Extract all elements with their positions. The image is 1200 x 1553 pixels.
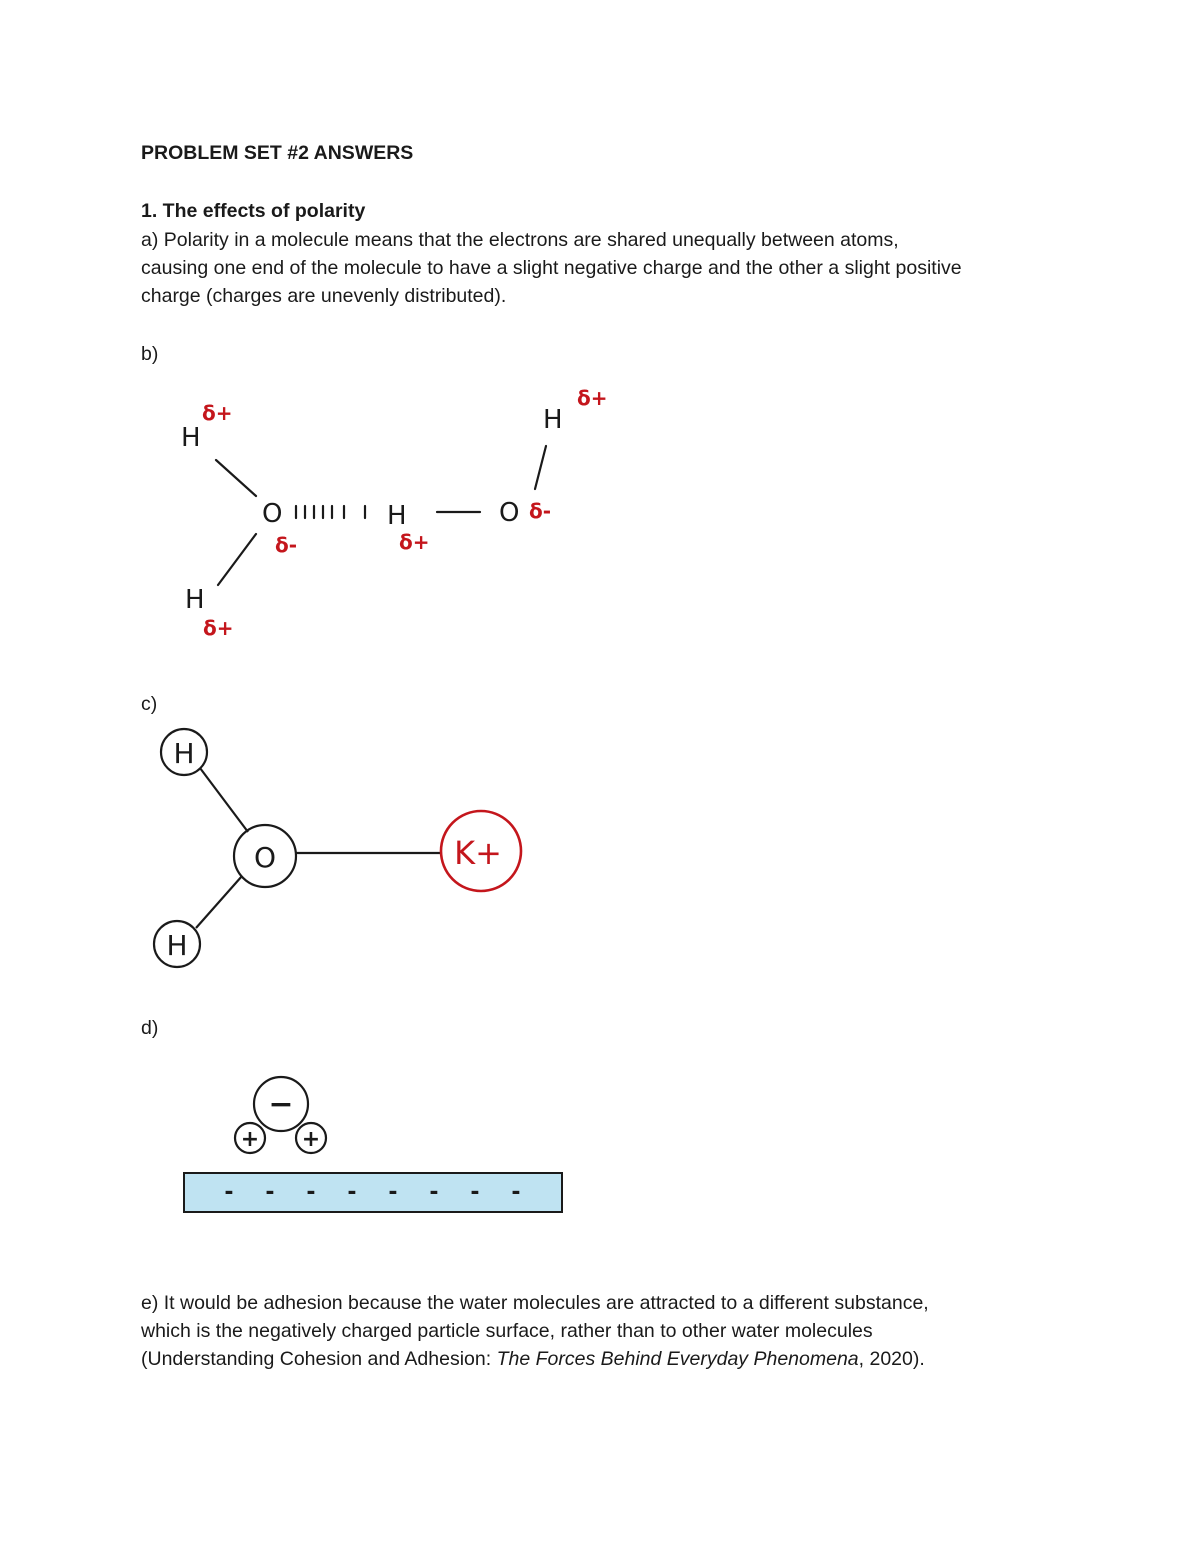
surface-charge: - (388, 1180, 398, 1205)
atom-h: H (181, 423, 201, 453)
answer-e-line-3 (141, 1345, 925, 1373)
answer-b-label: b) (141, 343, 159, 365)
surface-charge: - (511, 1180, 521, 1205)
positive-sign: + (301, 1127, 321, 1152)
answer-e-line-1: e) It would be adhesion because the water molecules are attracted to a different substance, (141, 1292, 929, 1314)
partial-positive-charge: δ+ (202, 401, 233, 425)
citation-prefix: (Understanding Cohesion and Adhesion: (141, 1348, 497, 1370)
surface-charge: - (224, 1180, 234, 1205)
atom-o: O (262, 499, 283, 529)
negative-sign: − (268, 1087, 294, 1122)
answer-a-line-2: causing one end of the molecule to have a slight negative charge and the other a slight positive (141, 257, 962, 279)
atom-h: H (166, 929, 188, 962)
surface-charge: - (347, 1180, 357, 1205)
answer-a-line-3: charge (charges are unevenly distributed). (141, 285, 507, 307)
surface-charge: - (470, 1180, 480, 1205)
atom-o: O (499, 498, 520, 528)
answer-a-line-1: a) Polarity in a molecule means that the electrons are shared unequally between atoms, (141, 229, 899, 251)
citation-suffix: , 2020). (858, 1348, 925, 1370)
surface-charge: - (265, 1180, 275, 1205)
surface-charge: - (429, 1180, 439, 1205)
answer-d-label: d) (141, 1017, 159, 1039)
page-title: PROBLEM SET #2 ANSWERS (141, 142, 414, 164)
section-heading: 1. The effects of polarity (141, 200, 366, 222)
partial-negative-charge: δ- (529, 499, 552, 523)
partial-negative-charge: δ- (275, 533, 298, 557)
atom-h: H (185, 585, 205, 615)
positive-sign: + (240, 1127, 260, 1152)
answer-e-line-2: which is the negatively charged particle surface, rather than to other water molecules (141, 1320, 873, 1342)
negatively-charged-surface (184, 1173, 562, 1212)
answer-c-label: c) (141, 693, 158, 715)
citation-title: The Forces Behind Everyday Phenomena (496, 1348, 859, 1370)
atom-h: H (173, 737, 195, 770)
atom-h: H (543, 405, 563, 435)
partial-positive-charge: δ+ (399, 530, 430, 554)
partial-positive-charge: δ+ (577, 386, 608, 410)
atom-h: H (387, 501, 407, 531)
partial-positive-charge: δ+ (203, 616, 234, 640)
surface-charge: - (306, 1180, 316, 1205)
atom-o: O (253, 841, 277, 874)
potassium-ion-label: K+ (454, 834, 502, 872)
